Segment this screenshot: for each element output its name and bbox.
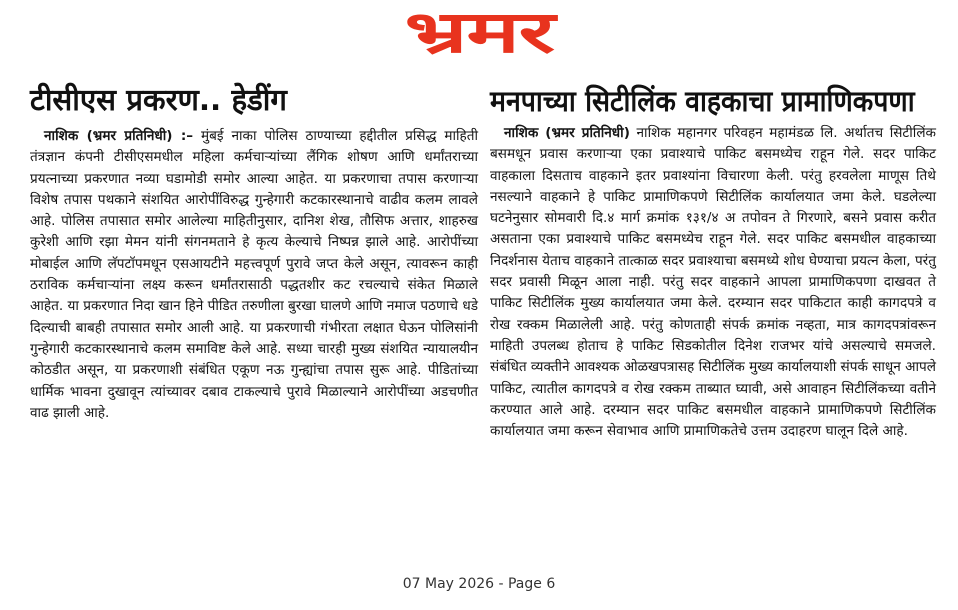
page-footer: 07 May 2026 - Page 6 (402, 576, 556, 592)
right-article-dateline: नाशिक (भ्रमर प्रतिनिधी) (504, 125, 630, 141)
right-article-text: नाशिक महानगर परिवहन महामंडळ लि. अर्थातच सिटीलिंक बसमधून प्रवास करणाऱ्या एका प्रवाश्याचे पाकिट बसमध्येच राहून गेले. सदर पाकिट वाहकाला दिसताच वाहकाने इतर प्रवाश्यांना विचारणा केली. परंतु हरवलेला माणूस तिथे नसल्याने वाहकाने हे पाकिट प्रामाणिकपणे सिटीलिंक कार्यालयात जमा केले. घडलेल्या घटनेनुसार सोमवारी दि.४ मार्ग क्रमांक १३१/४ अ तपोवन ते गिरणारे, बसने प्रवास करीत असताना एका प्रवाश्याचे पाकिट बसमध्येच राहून गेले. सदर पाकिट बसमधील वाहकाच्या निदर्शनास येताच वाहकाने तात्काळ सदर प्रवाश्याचा बसमध्ये शोध घेण्याचा प्रयत्न केला, परंतु सदर प्रवासी मिळून आला नाही. परंतु सदर वाहकाने आपला प्रामाणिकपणा दाखवत ते पाकिट सिटीलिंक मुख्य कार्यालयात जमा केले. दरम्यान सदर पाकिटात काही कागदपत्रे व रोख रक्कम मिळालेली आहे. परंतु कोणताही संपर्क क्रमांक नव्हता, मात्र कागदपत्रांवरून माहिती उपलब्ध होताच हे पाकिट सिडकोतील दिनेश राजभर यांचे असल्याचे समजले. संबंधित व्यक्तीने आवश्यक ओळखपत्रासह सिटीलिंक मुख्य कार्यालयाशी संपर्क साधून आपले पाकिट, त्यातील कागदपत्रे व रोख रक्कम ताब्यात घ्यावी, असे आवाहन सिटीलिंकच्या वतीने करण्यात आले आहे. दरम्यान सदर पाकिट बसमधील वाहकाने प्रामाणिकपणे सिटीलिंक कार्यालयात जमा करून सेवाभाव आणि प्रामाणिकतेचे उत्तम उदाहरण घालून दिले आहे. (490, 125, 936, 440)
right-article-headline: मनपाच्या सिटीलिंक वाहकाचा प्रामाणिकपणा (490, 84, 915, 118)
left-article-dateline: नाशिक (भ्रमर प्रतिनिधी) :– (44, 128, 194, 144)
right-article-body (490, 123, 936, 442)
masthead-logo: भ्रमर (404, 0, 554, 66)
left-article (30, 82, 478, 424)
left-article-body (30, 126, 478, 424)
left-article-text: मुंबई नाका पोलिस ठाण्याच्या हद्दीतील प्रसिद्ध माहिती तंत्रज्ञान कंपनी टीसीएसमधील महिला कर्मचाऱ्यांच्या लैंगिक शोषण आणि धर्मांतराच्या प्रयत्नाच्या प्रकरणात नव्या घडामोडी समोर आल्या आहेत. या प्रकरणाचा तपास करणाऱ्या विशेष तपास पथकाने संशयित आरोपींविरुद्ध गुन्हेगारी कटकारस्थानाचे वाढीव कलम लावले आहे. पोलिस तपासात समोर आलेल्या माहितीनुसार, दानिश शेख, तौसिफ अत्तार, शाहरुख कुरेशी आणि रझा मेमन यांनी संगनमताने हे कृत्य केल्याचे निष्पन्न झाले आहे. आरोपींच्या मोबाईल आणि लॅपटॉपमधून एसआयटीने महत्त्वपूर्ण पुरावे जप्त केले असून, त्यावरून काही ठराविक कर्मचाऱ्यांना लक्ष्य करून धर्मांतरासाठी पद्धतशीर कट रचल्याचे संकेत मिळाले आहेत. या प्रकरणात निदा खान हिने पीडित तरुणीला बुरखा घालणे आणि नमाज पठणाचे धडे दिल्याची बाबही तपासात समोर आली आहे. या प्रकरणाची गंभीरता लक्षात घेऊन पोलिसांनी गुन्हेगारी कटकारस्थानाचे कलम समाविष्ट केले आहे. सध्या चारही मुख्य संशयित न्यायालयीन कोठडीत असून, या प्रकरणाशी संबंधित एकूण नऊ गुन्ह्यांचा तपास सुरू आहे. पीडितांच्या धार्मिक भावना दुखावून त्यांच्यावर दबाव टाकल्याचे पुरावे मिळाल्याने आरोपींच्या अडचणीत वाढ झाली आहे. (30, 128, 478, 421)
right-article (490, 82, 936, 442)
left-article-headline: टीसीएस प्रकरण.. हेडींग (30, 83, 287, 118)
masthead (0, 0, 958, 66)
